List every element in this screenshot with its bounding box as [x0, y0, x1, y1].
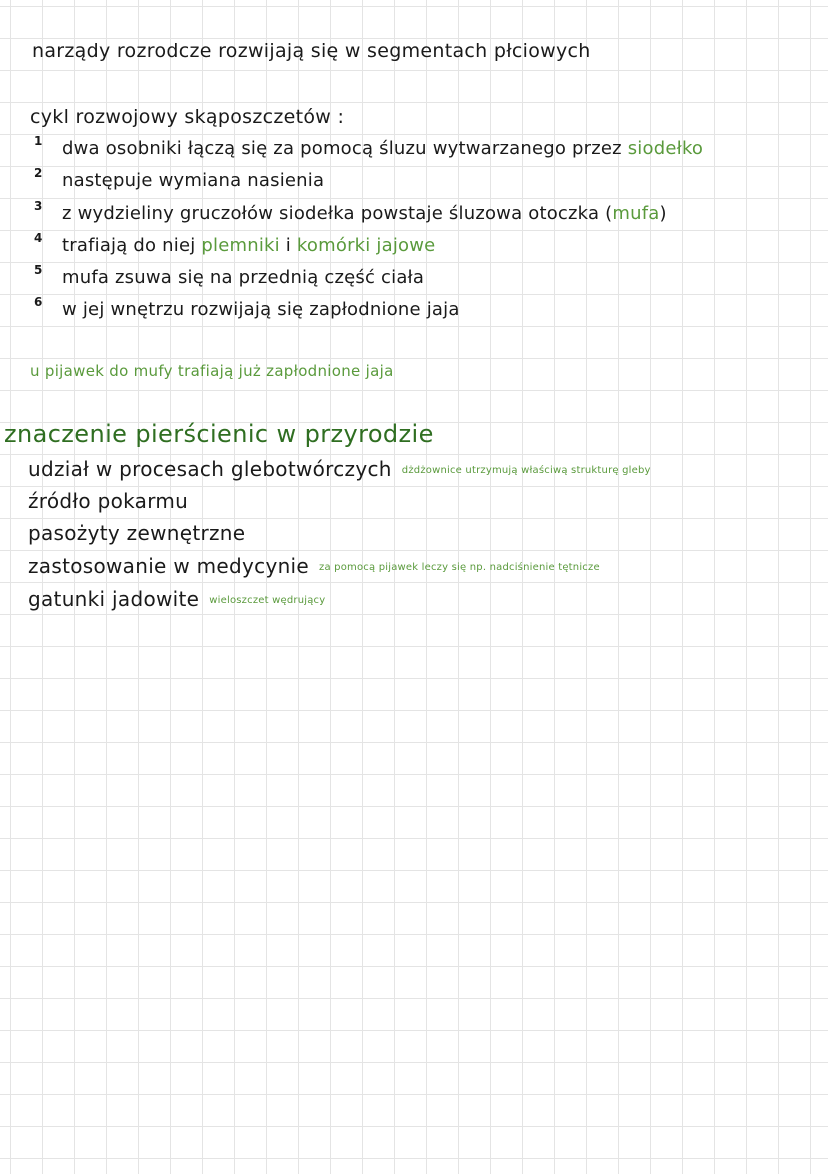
- significance-item-note: za pomocą pijawek leczy się np. nadciśnienie tętnicze: [319, 562, 600, 573]
- significance-item-label: udział w procesach glebotwórczych: [28, 457, 392, 481]
- cycle-title: cykl rozwojowy skąposzczetów :: [30, 106, 345, 128]
- cycle-step-text: [62, 203, 667, 224]
- step-text-part: dwa osobniki łączą się za pomocą śluzu wytwarzanego przez: [62, 138, 628, 159]
- significance-item: [28, 554, 600, 578]
- step-text-part: trafiają do niej: [62, 235, 202, 256]
- cycle-step-text: [62, 235, 435, 256]
- cycle-step-number: 4: [34, 231, 43, 245]
- significance-item-label: pasożyty zewnętrzne: [28, 521, 246, 545]
- significance-item-label: zastosowanie w medycynie: [28, 554, 310, 578]
- step-text-part: mufa zsuwa się na przednią część ciała: [62, 267, 425, 288]
- step-text-part: następuje wymiana nasienia: [62, 170, 325, 191]
- cycle-step-number: 6: [34, 295, 43, 309]
- cycle-step-text: [62, 138, 703, 159]
- highlighted-term: komórki jajowe: [296, 235, 436, 256]
- significance-heading: znaczenie pierścienic w przyrodzie: [4, 420, 434, 448]
- highlighted-term: siodełko: [627, 138, 704, 159]
- step-text-part: ): [659, 203, 667, 224]
- cycle-step-number: 5: [34, 263, 43, 277]
- leech-note: u pijawek do mufy trafiają już zapłodnione jaja: [30, 362, 394, 380]
- significance-item-note: dżdżownice utrzymują właściwą strukturę gleby: [401, 465, 651, 476]
- significance-item: [28, 457, 651, 481]
- significance-item-label: źródło pokarmu: [28, 489, 189, 513]
- significance-item-note: wieloszczet wędrujący: [209, 595, 326, 606]
- step-text-part: z wydzieliny gruczołów siodełka powstaje śluzowa otoczka (: [62, 203, 613, 224]
- step-text-part: w jej wnętrzu rozwijają się zapłodnione jaja: [62, 299, 460, 320]
- cycle-step-number: 1: [34, 134, 43, 148]
- highlighted-term: mufa: [612, 203, 660, 224]
- cycle-step-text: [62, 170, 324, 191]
- intro-line: narządy rozrodcze rozwijają się w segmentach płciowych: [32, 40, 591, 62]
- significance-item: [28, 489, 188, 513]
- highlighted-term: plemniki: [201, 235, 280, 256]
- cycle-step-text: [62, 267, 424, 288]
- significance-item: [28, 587, 325, 611]
- cycle-step-text: [62, 299, 460, 320]
- cycle-step-number: 2: [34, 166, 43, 180]
- step-text-part: i: [279, 235, 297, 256]
- significance-item: [28, 521, 245, 545]
- significance-item-label: gatunki jadowite: [28, 587, 200, 611]
- cycle-step-number: 3: [34, 199, 43, 213]
